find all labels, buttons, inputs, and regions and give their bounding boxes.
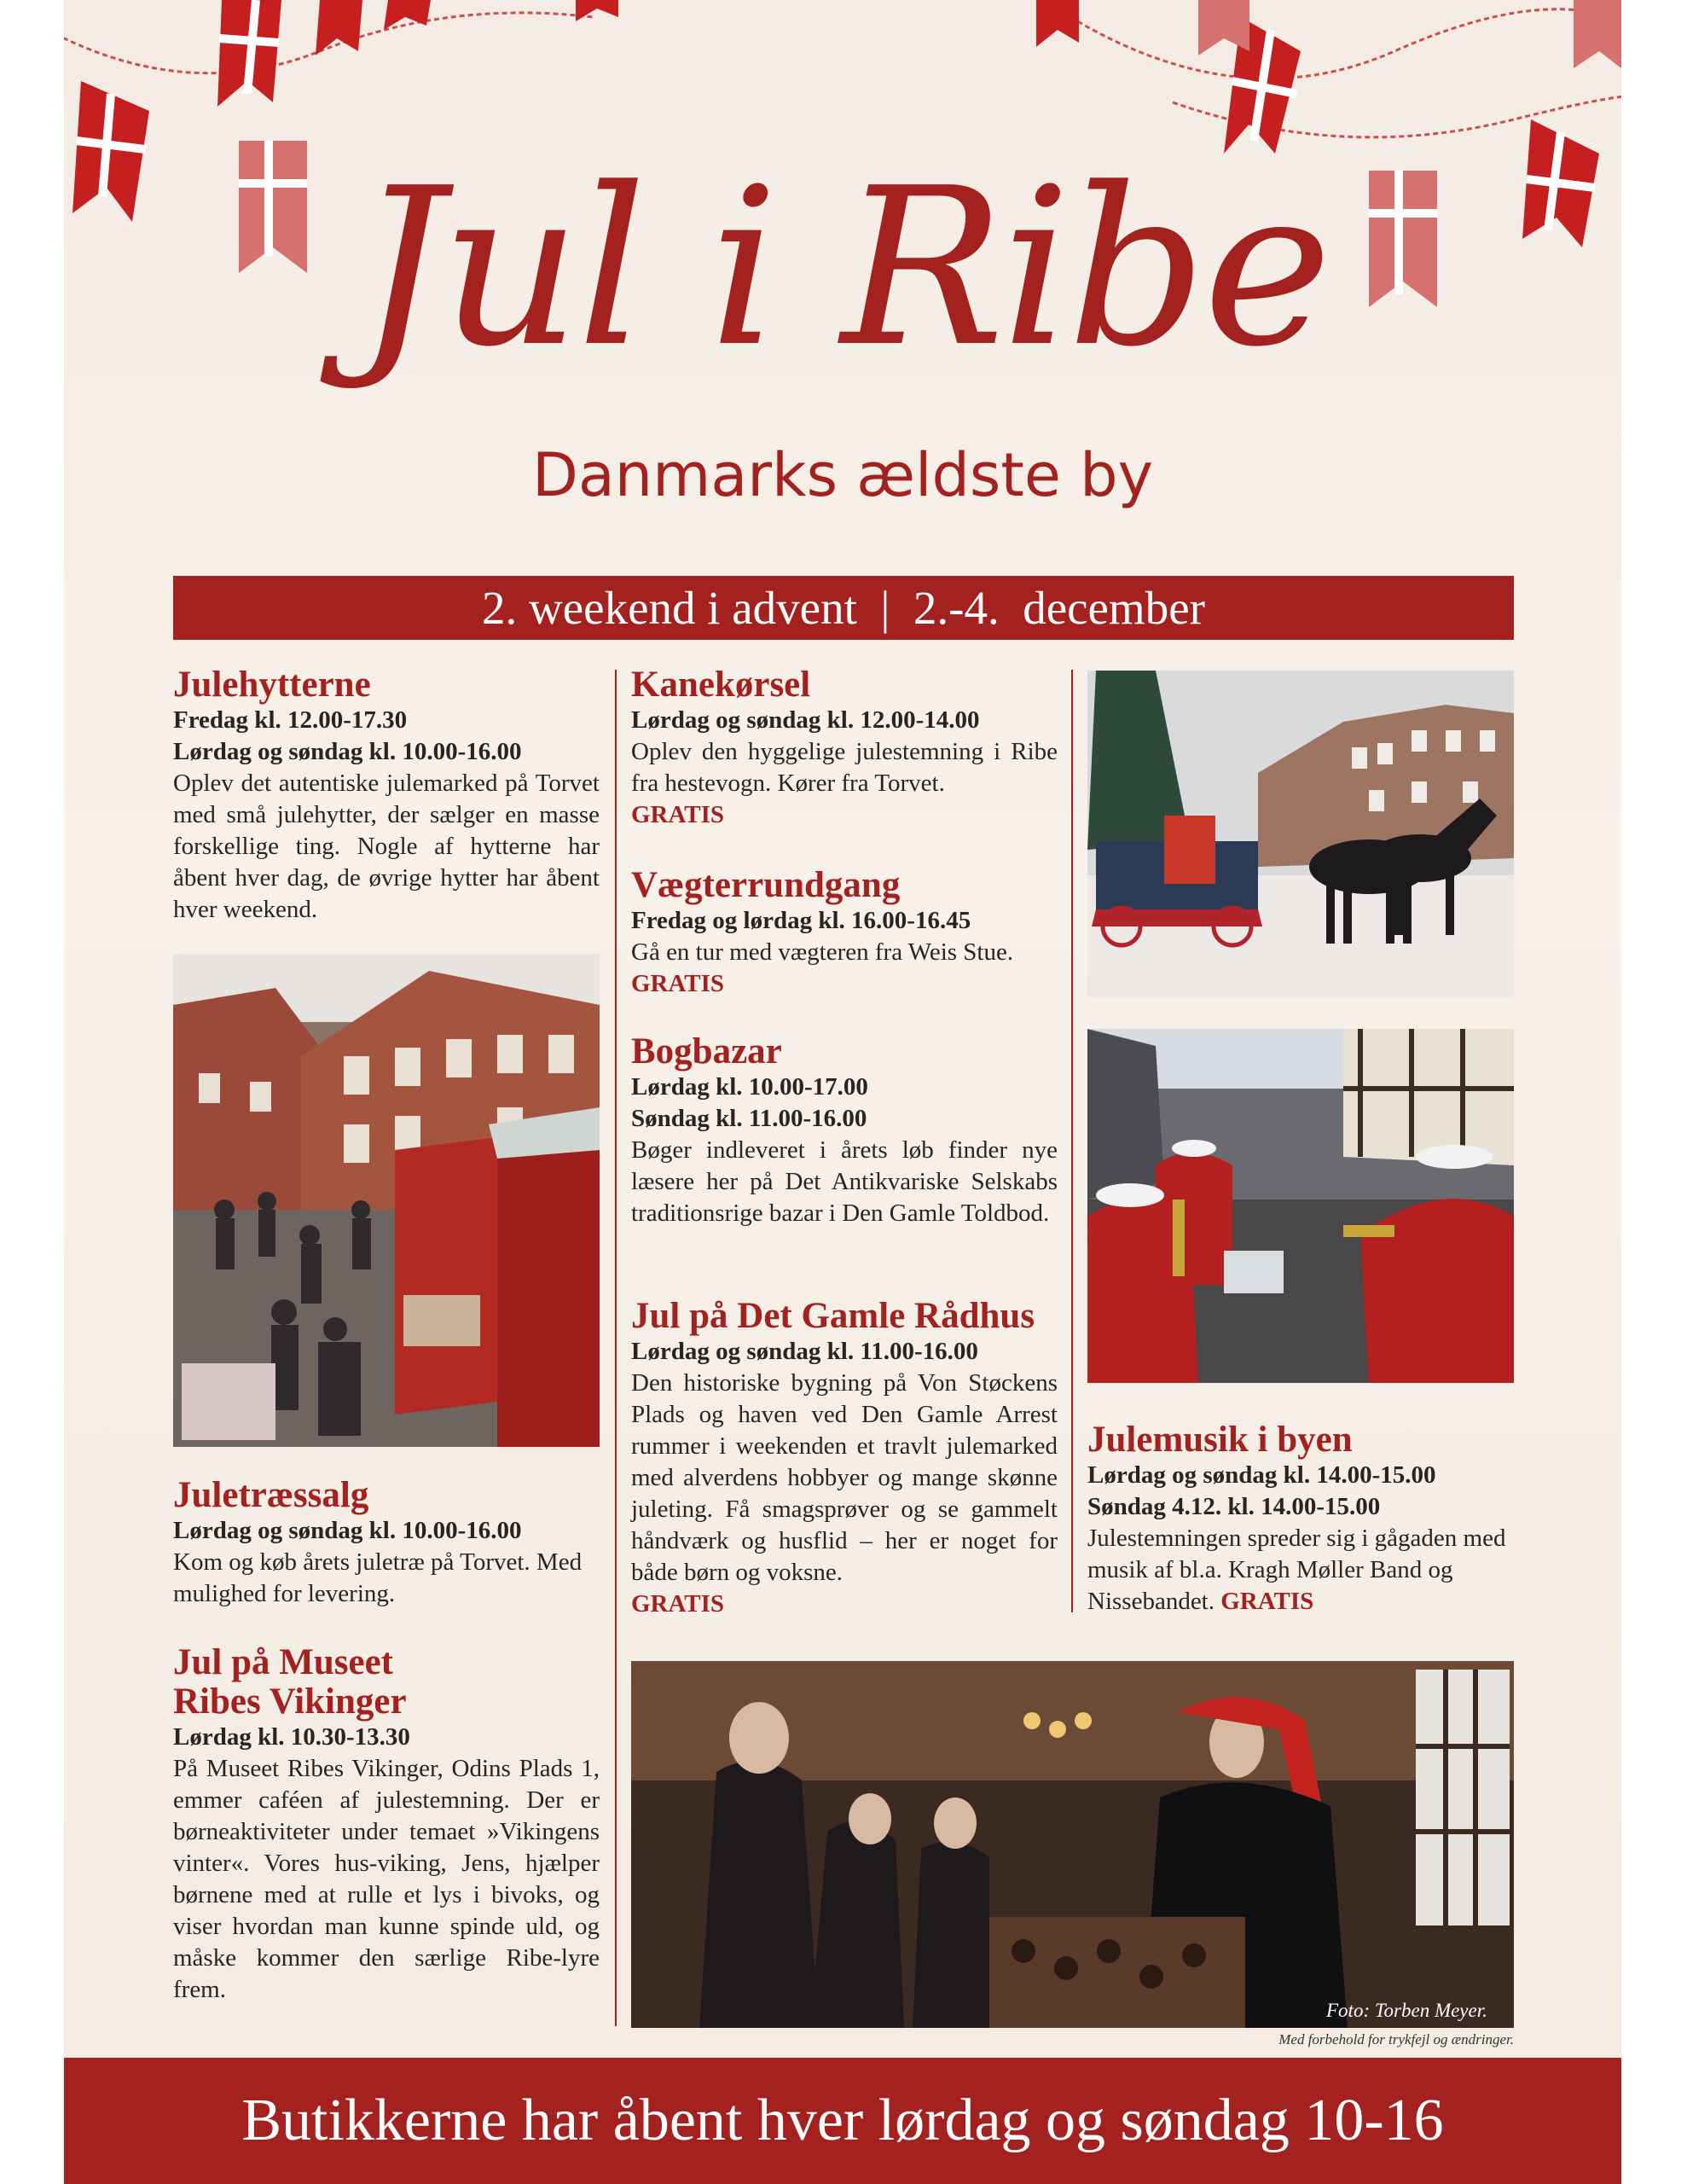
column-divider-left (615, 670, 617, 2026)
event-time: Lørdag kl. 10.00-17.00 (631, 1073, 868, 1101)
gratis-label: GRATIS (631, 970, 725, 997)
event-juletraessalg (173, 1476, 600, 1610)
poster (64, 0, 1621, 2184)
event-julehytterne (173, 665, 600, 926)
event-text: Bøger indleveret i årets løb finder nye læsere her på Det Antikvariske Selskabs traditionsrige bazar i Den Gamle Toldbod. (631, 1136, 1058, 1227)
event-time: Fredag og lørdag kl. 16.00-16.45 (631, 907, 971, 934)
event-text: På Museet Ribes Vikinger, Odins Plads 1, emmer caféen af julestemning. Der er børneaktiviteter under temaet »Vikingens vinter«. Vores hus-viking, Jens, hjælper børnene med at rulle et lys i bivoks, og viser hvordan man kunne spinde uld, og måske kommer den særlige Ribe-lyre frem. (173, 1755, 600, 2003)
event-title: Vægterrundgang (631, 865, 901, 905)
disclaimer: Med forbehold for trykfejl og ændringer. (1278, 2031, 1514, 2048)
gratis-label: GRATIS (631, 801, 725, 828)
event-title: Ribes Vikinger (173, 1682, 407, 1722)
photo-horse-carriage (1087, 671, 1514, 997)
photo-street-musicians (1087, 1029, 1514, 1383)
event-text: Oplev den hyggelige julestemning i Ribe fra hestevogn. Kører fra Torvet. (631, 738, 1058, 797)
event-text: Gå en tur med vægteren fra Weis Stue. (631, 938, 1014, 966)
event-time: Lørdag og søndag kl. 10.00-16.00 (173, 1517, 522, 1544)
event-title: Kanekørsel (631, 665, 811, 705)
column-divider-right (1071, 670, 1073, 1612)
event-text-body: Julestemningen spreder sig i gågaden med musik af bl.a. Kragh Møller Band og Nissebandet. (1087, 1525, 1506, 1615)
event-text (1087, 1523, 1514, 1618)
event-time: Søndag 4.12. kl. 14.00-15.00 (1087, 1493, 1381, 1520)
event-title: Jul på Det Gamle Rådhus (631, 1296, 1035, 1336)
event-bogbazar (631, 1032, 1058, 1229)
event-time: Søndag kl. 11.00-16.00 (631, 1105, 867, 1132)
event-text: Kom og køb årets juletræ på Torvet. Med mulighed for levering. (173, 1548, 583, 1607)
photo-christmas-market-square (173, 954, 600, 1447)
event-time: Lørdag kl. 10.30-13.30 (173, 1723, 410, 1751)
event-raadhus (631, 1297, 1058, 1620)
event-title: Julemusik i byen (1087, 1420, 1353, 1460)
event-time: Lørdag og søndag kl. 10.00-16.00 (173, 738, 522, 765)
event-title: Julehytterne (173, 665, 371, 705)
event-vaegterrundgang (631, 866, 1058, 1000)
event-kanekorsel (631, 665, 1058, 831)
date-band: 2. weekend i advent | 2.-4. december (173, 576, 1514, 640)
page-subtitle: Danmarks ældste by (532, 440, 1153, 510)
event-time: Lørdag og søndag kl. 14.00-15.00 (1087, 1461, 1436, 1489)
photo-credit: Foto: Torben Meyer. (1326, 2000, 1487, 2021)
photo-town-hall-market (631, 1661, 1514, 2028)
gratis-label: GRATIS (631, 1590, 725, 1618)
event-text: Oplev det autentiske julemarked på Torvet med små julehytter, der sælger en masse forskellige ting. Nogle af hytterne har åbent hver dag, de øvrige hytter har åbent hver weekend. (173, 770, 600, 923)
event-title: Jul på Museet (173, 1642, 393, 1682)
event-title: Bogbazar (631, 1031, 782, 1072)
event-julemusik (1087, 1420, 1514, 1618)
event-text: Den historiske bygning på Von Støckens Plads og haven ved Den Gamle Arrest rummer i weekenden et travlt julemarked med alverdens hobbyer og mange skønne juleting. Få smagsprøver og se gammelt håndværk og husflid – her er noget for både børn og voksne. (631, 1369, 1058, 1586)
event-title: Juletræssalg (173, 1475, 369, 1515)
gratis-label: GRATIS (1220, 1588, 1314, 1615)
footer-banner: Butikkerne har åbent hver lørdag og søndag 10-16 (64, 2058, 1621, 2184)
event-time: Fredag kl. 12.00-17.30 (173, 706, 408, 734)
event-time: Lørdag og søndag kl. 11.00-16.00 (631, 1338, 978, 1365)
event-museet (173, 1643, 600, 2006)
event-time: Lørdag og søndag kl. 12.00-14.00 (631, 706, 980, 734)
page-title: Jul i Ribe (357, 142, 1329, 395)
